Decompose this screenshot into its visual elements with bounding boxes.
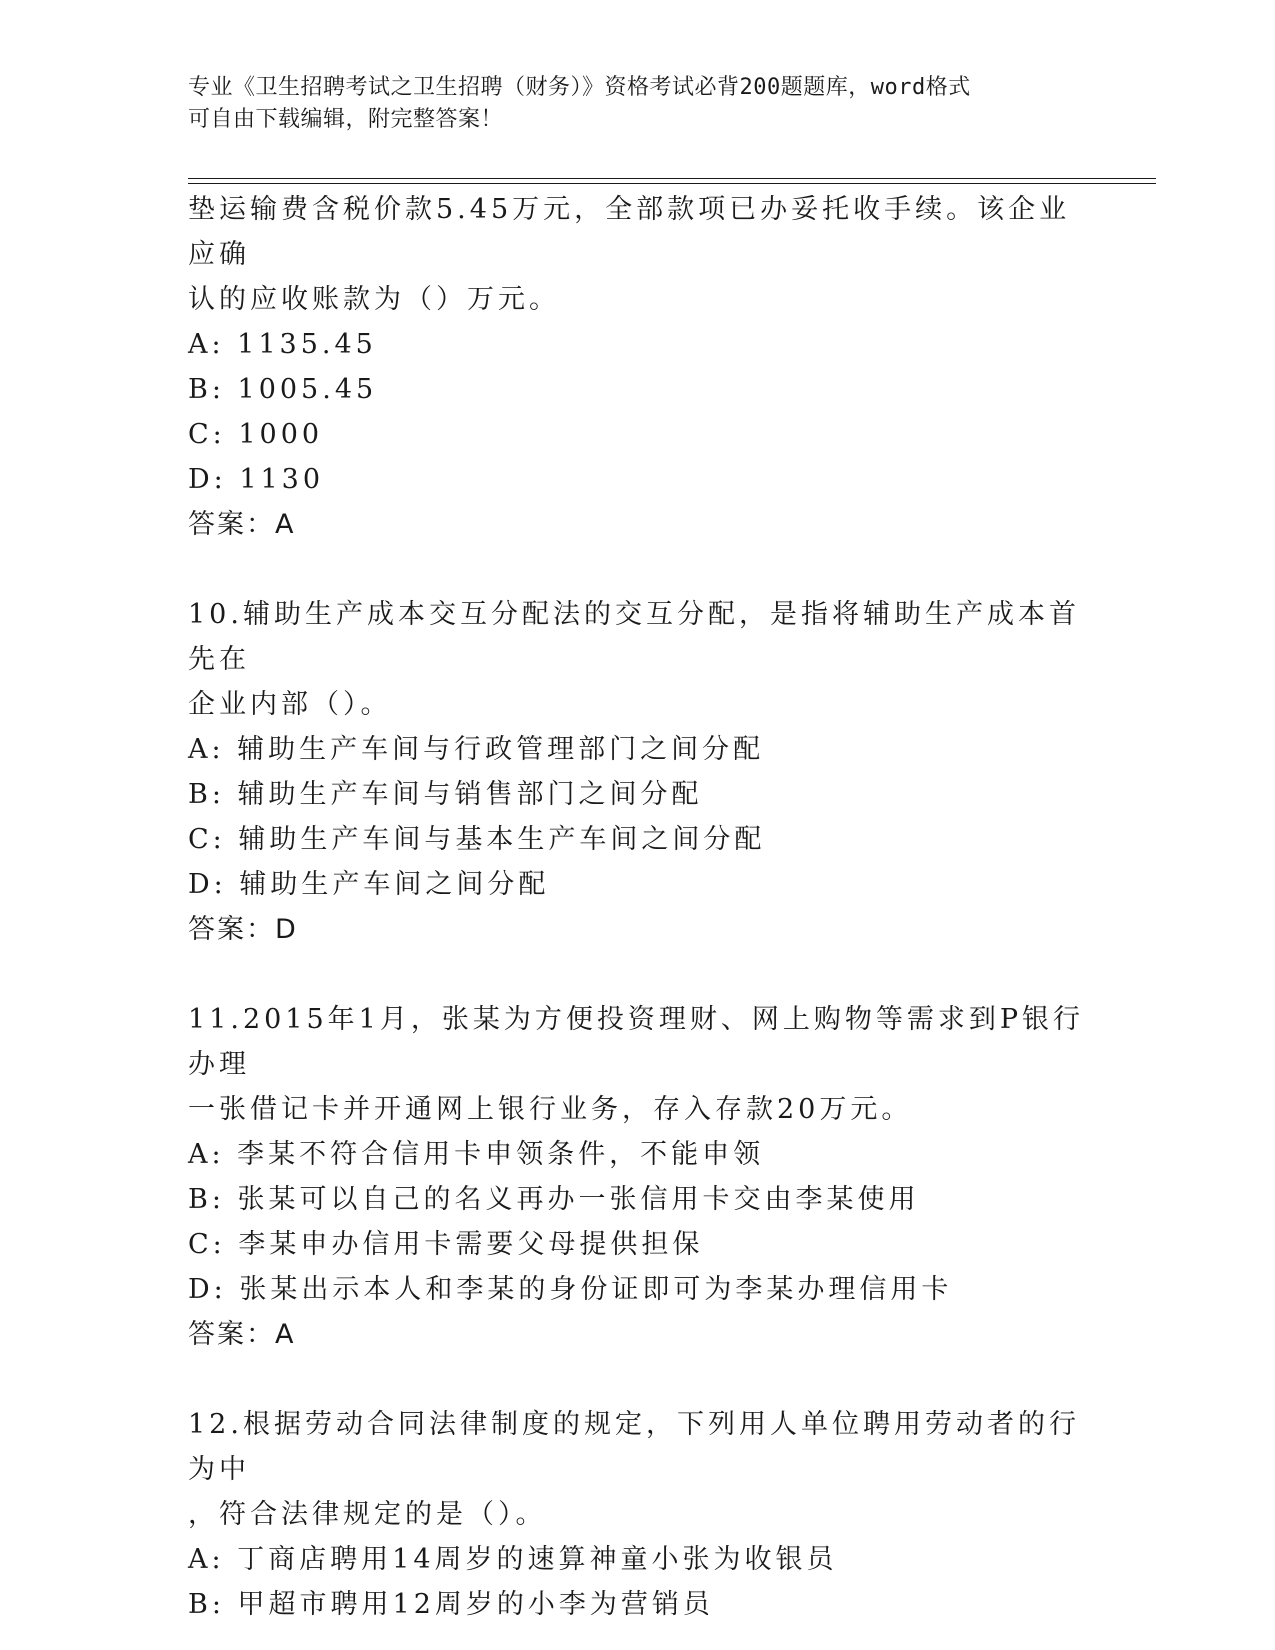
question-text-line: 10.辅助生产成本交互分配法的交互分配，是指将辅助生产成本首先在 [188,599,1080,675]
option-b: B: 甲超市聘用12周岁的小李为营销员 [188,1589,714,1620]
document-header [188,72,1088,136]
question-text-line: 垫运输费含税价款5.45万元，全部款项已办妥托收手续。该企业应确 [188,194,1071,270]
option-c: C: 李某申办信用卡需要父母提供担保 [188,1229,704,1260]
question-text-line: 一张借记卡并开通网上银行业务，存入存款20万元。 [188,1094,913,1125]
option-d: D: 1130 [188,464,325,495]
question-block [188,1402,1088,1627]
option-d: D: 辅助生产车间之间分配 [188,869,550,900]
option-a: A: 丁商店聘用14周岁的速算神童小张为收银员 [188,1544,838,1575]
answer-line: 答案：D [188,914,298,945]
question-spacer [188,952,1088,997]
question-block [188,997,1088,1357]
option-b: B: 张某可以自己的名义再办一张信用卡交由李某使用 [188,1184,920,1215]
question-text-line: 11.2015年1月，张某为方便投资理财、网上购物等需求到P银行办理 [188,1004,1084,1080]
header-rule-top [188,178,1156,179]
question-spacer [188,547,1088,592]
question-text-line: 12.根据劳动合同法律制度的规定，下列用人单位聘用劳动者的行为中 [188,1409,1080,1485]
header-rule-bottom [188,183,1156,184]
question-list [188,187,1088,1627]
question-block [188,187,1088,547]
answer-line: 答案：A [188,509,296,540]
option-a: A: 李某不符合信用卡申领条件，不能申领 [188,1139,765,1170]
question-block [188,592,1088,952]
header-title-line-2: 可自由下载编辑，附完整答案！ [188,107,504,132]
option-b: B: 1005.45 [188,374,378,405]
option-b: B: 辅助生产车间与销售部门之间分配 [188,779,703,810]
option-a: A: 辅助生产车间与行政管理部门之间分配 [188,734,765,765]
answer-line: 答案：A [188,1319,296,1350]
question-text-line: ，符合法律规定的是（）。 [188,1499,547,1530]
question-text-line: 企业内部（）。 [188,689,392,720]
question-spacer [188,1357,1088,1402]
option-d: D: 张某出示本人和李某的身份证即可为李某办理信用卡 [188,1274,953,1305]
option-c: C: 1000 [188,419,324,450]
question-text-line: 认的应收账款为（）万元。 [188,284,560,315]
option-c: C: 辅助生产车间与基本生产车间之间分配 [188,824,766,855]
option-a: A: 1135.45 [188,329,377,360]
header-title-line-1: 专业《卫生招聘考试之卫生招聘（财务）》资格考试必背200题题库，word格式 [188,75,971,100]
